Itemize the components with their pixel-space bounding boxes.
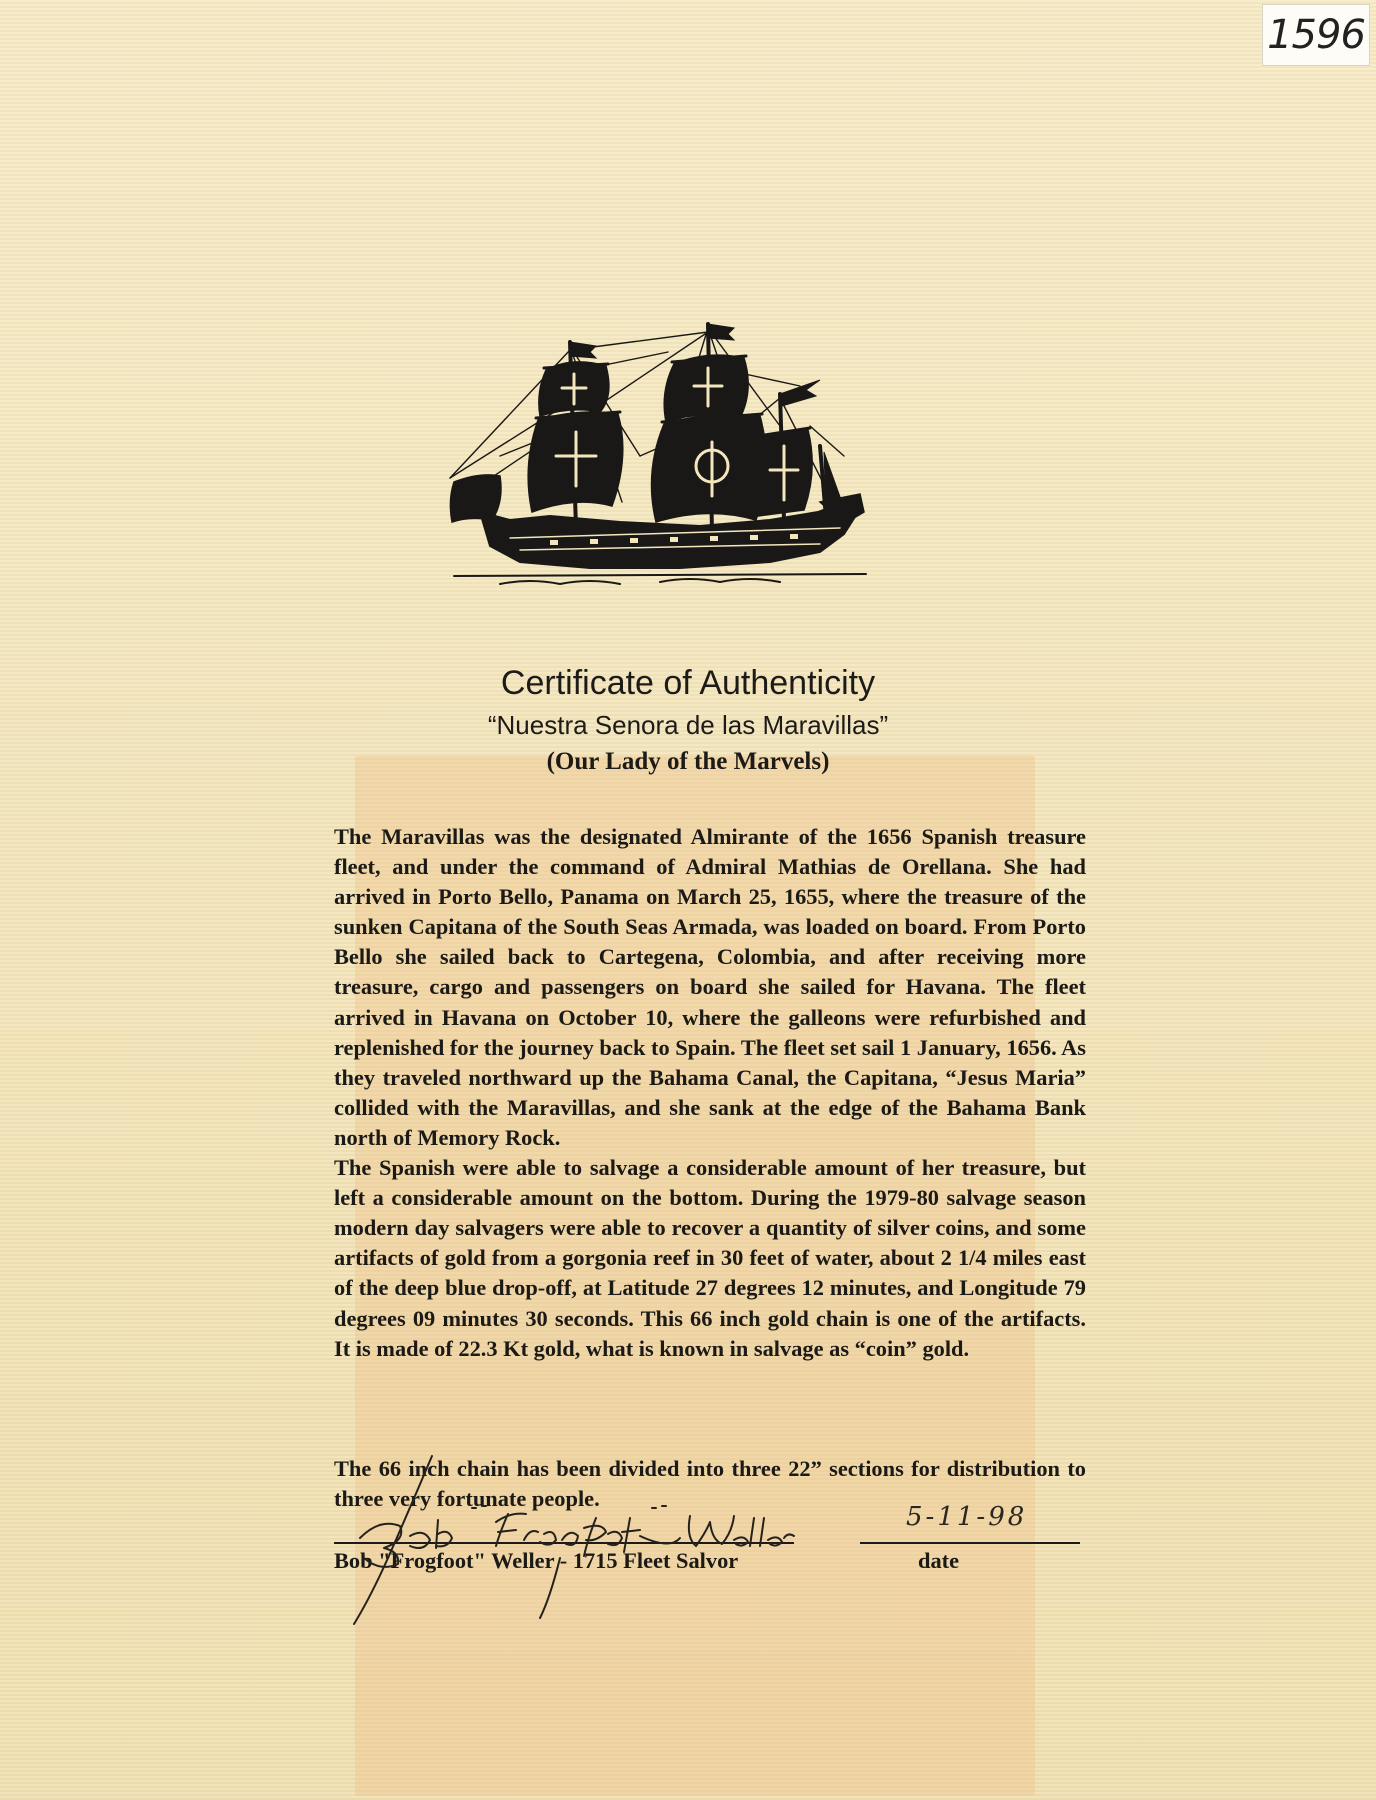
certificate-title: Certificate of Authenticity [500,664,876,702]
body-text [334,822,1086,1364]
handwritten-signature [340,1448,800,1628]
signer-label: Bob "Frogfoot" Weller - 1715 Fleet Salvor [334,1548,739,1573]
body-paragraph-1: The Maravillas was the designated Almirante of the 1656 Spanish treasure fleet, and under the command of Admiral Mathias de Orellana. She had arrived in Porto Bello, Panama on March 25, 1655, where the treasure of the sunken Capitana of the South Seas Armada, was loaded on board. From Porto Bello she sailed back to Cartegena, Colombia, and after receiving more treasure, cargo and passengers on board she sailed for Havana. The fleet arrived in Havana on October 10, where the galleons were refurbished and replenished for the journey back to Spain. The fleet set sail 1 January, 1656. As they traveled northward up the Bahama Canal, the Capitana, “Jesus Maria” collided with the Maravillas, and she sank at the edge of the Bahama Bank north of Memory Rock. [334,824,1086,1150]
body-paragraph-2: The Spanish were able to salvage a considerable amount of her treasure, but left a considerable amount on the bottom. During the 1979-80 salvage season modern day salvagers were able to recover a quantity of silver coins, and some artifacts of gold from a gorgonia reef in 30 feet of water, about 2 1/4 miles east of the deep blue drop-off, at Latitude 27 degrees 12 minutes, and Longitude 79 degrees 09 minutes 30 seconds. This 66 inch gold chain is one of the artifacts. It is made of 22.3 Kt gold, what is known in salvage as “coin” gold. [334,1155,1086,1361]
handwritten-date: 5-11-98 [906,1502,1028,1532]
galleon-ship-icon [440,306,880,618]
corner-note-label: 1596 [1262,4,1370,66]
date-line [860,1542,1080,1544]
certificate-translation: (Our Lady of the Marvels) [546,748,830,775]
date-label: date [918,1548,960,1573]
certificate-subtitle: “Nuestra Senora de las Maravillas” [487,710,889,740]
body-paragraph-3: The 66 inch chain has been divided into three 22” sections for distribution to three very fortunate people. [334,1456,1086,1511]
